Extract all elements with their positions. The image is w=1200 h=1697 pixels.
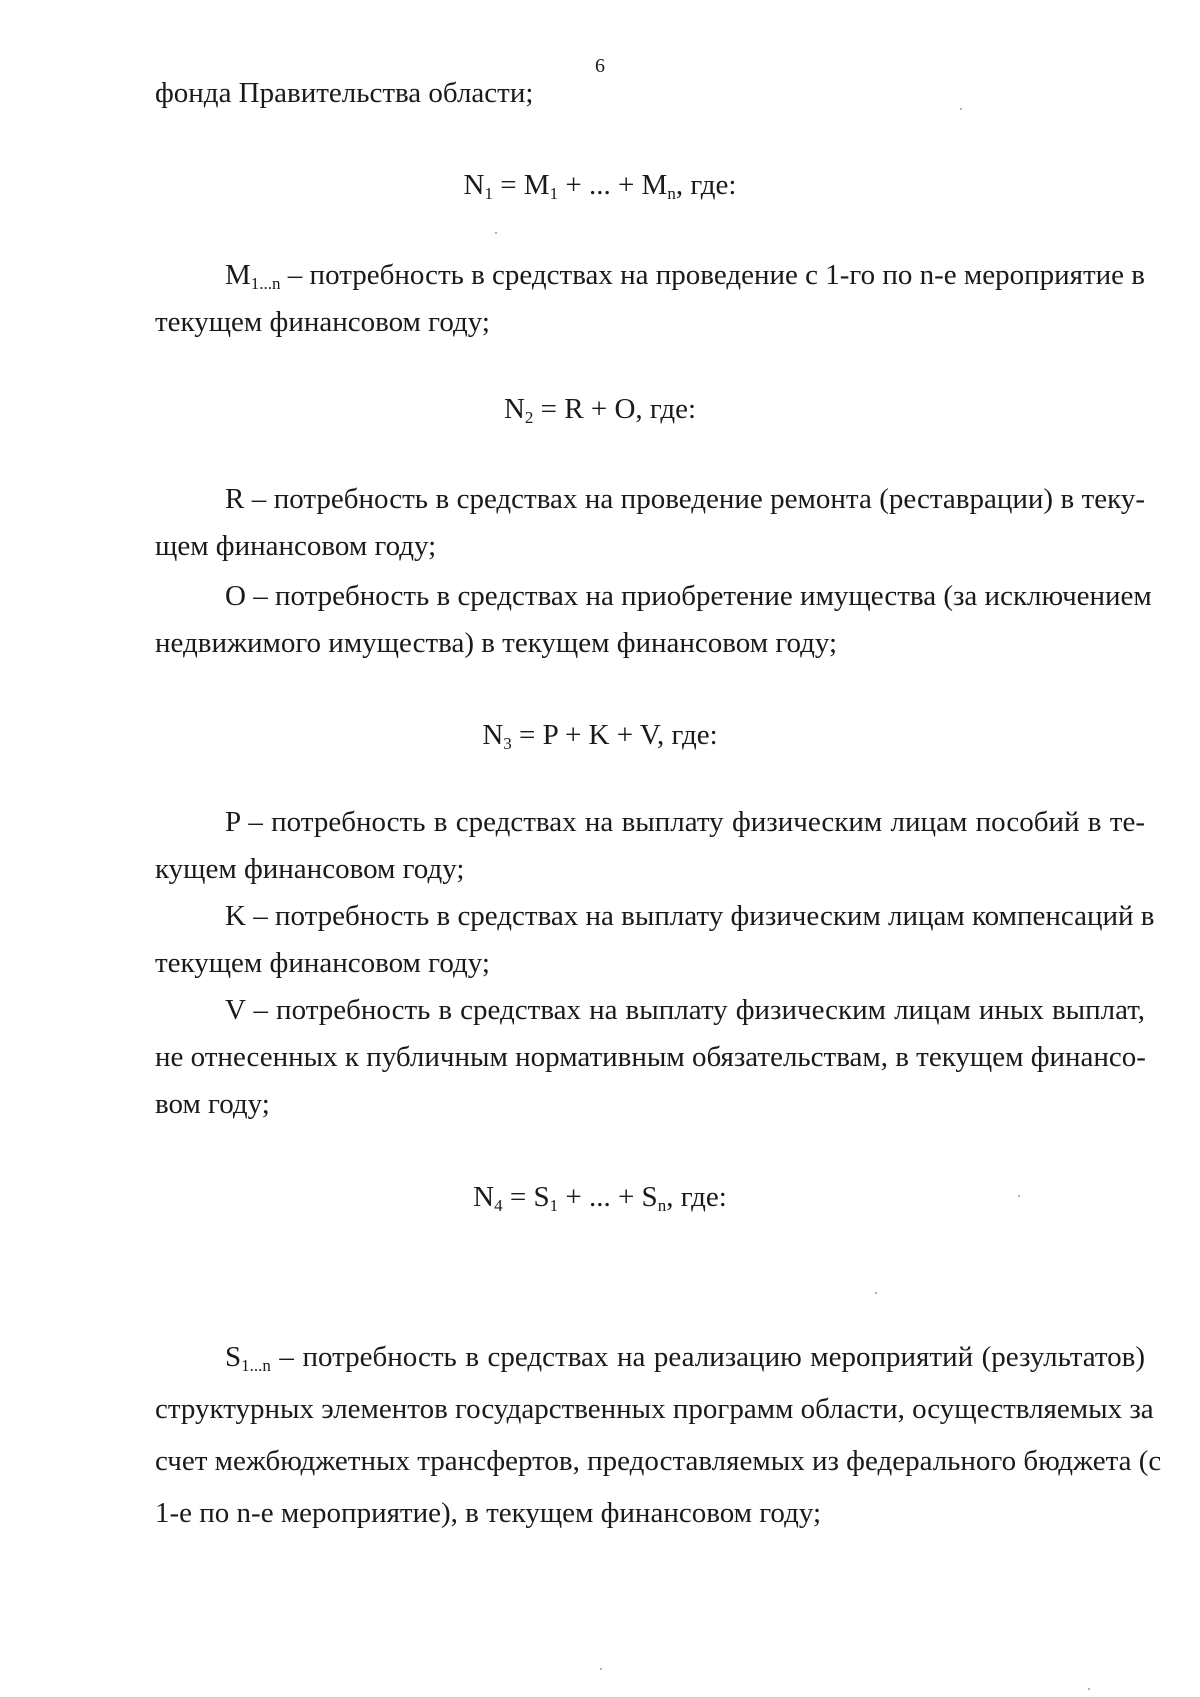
scan-speck	[1088, 1688, 1090, 1690]
text-line: 1-е по n-е мероприятие), в текущем финансовом году;	[155, 1497, 822, 1529]
formula-n1	[0, 168, 1200, 202]
formula-n4	[0, 1180, 1200, 1214]
text-line: щем финансовом году;	[155, 530, 437, 562]
formula-subscript: n	[667, 184, 676, 203]
formula-part: = P + K + V, где:	[511, 719, 718, 751]
formula-subscript: 4	[494, 1196, 503, 1215]
scan-speck	[960, 108, 962, 110]
formula-subscript: 2	[524, 408, 534, 427]
definition-text: – потребность в средствах на проведение с 1-го по n-е мероприятие в	[280, 259, 1145, 291]
formula-symbol: N	[482, 719, 504, 751]
formula-part: = R + O, где:	[533, 393, 697, 425]
text-line: не отнесенных к публичным нормативным обязательствам, в текущем финансо-	[155, 1041, 1146, 1073]
scan-speck	[600, 1668, 602, 1670]
text-line: текущем финансовом году;	[155, 947, 490, 979]
formula-part: , где:	[675, 169, 737, 201]
scan-speck	[495, 232, 497, 234]
definition-text: – потребность в средствах на реализацию мероприятий (результатов)	[270, 1341, 1145, 1373]
formula-n3	[0, 718, 1200, 752]
formula-part: + ... + M	[558, 169, 668, 201]
term-subscript: 1...n	[250, 274, 281, 293]
text-line: кущем финансовом году;	[155, 853, 465, 885]
scan-speck	[1018, 1195, 1020, 1197]
definition-p: P – потребность в средствах на выплату физическим лицам пособий в те-	[225, 806, 1145, 838]
text-line: фонда Правительства области;	[155, 77, 534, 109]
formula-part: = S	[502, 1181, 550, 1213]
text-line: структурных элементов государственных программ области, осуществляемых за	[155, 1393, 1154, 1425]
definition-m	[225, 258, 1145, 292]
term-symbol: M	[225, 259, 251, 291]
page-number: 6	[595, 55, 605, 77]
definition-s	[225, 1340, 1145, 1374]
definition-r: R – потребность в средствах на проведение ремонта (реставрации) в теку-	[225, 483, 1145, 515]
formula-symbol: N	[503, 393, 525, 425]
scan-speck	[875, 1292, 877, 1294]
formula-part: = M	[492, 169, 550, 201]
definition-k: K – потребность в средствах на выплату физическим лицам компенсаций в	[225, 900, 1155, 932]
formula-subscript: 1	[484, 184, 493, 203]
formula-symbol: N	[463, 169, 485, 201]
formula-n2	[0, 392, 1200, 426]
formula-subscript: 1	[549, 184, 559, 203]
text-line: вом году;	[155, 1088, 270, 1120]
text-line: недвижимого имущества) в текущем финансовом году;	[155, 627, 838, 659]
text-line: счет межбюджетных трансфертов, предоставляемых из федерального бюджета (с	[155, 1445, 1162, 1477]
formula-subscript: n	[657, 1196, 667, 1215]
term-symbol: S	[225, 1341, 242, 1373]
formula-subscript: 3	[503, 734, 512, 753]
formula-part: + ... + S	[558, 1181, 658, 1213]
definition-o: O – потребность в средствах на приобретение имущества (за исключением	[225, 580, 1152, 612]
term-subscript: 1...n	[241, 1356, 271, 1375]
formula-symbol: N	[473, 1181, 495, 1213]
definition-v: V – потребность в средствах на выплату физическим лицам иных выплат,	[225, 994, 1145, 1026]
formula-part: , где:	[666, 1181, 727, 1213]
text-line: текущем финансовом году;	[155, 306, 490, 338]
formula-subscript: 1	[549, 1196, 559, 1215]
